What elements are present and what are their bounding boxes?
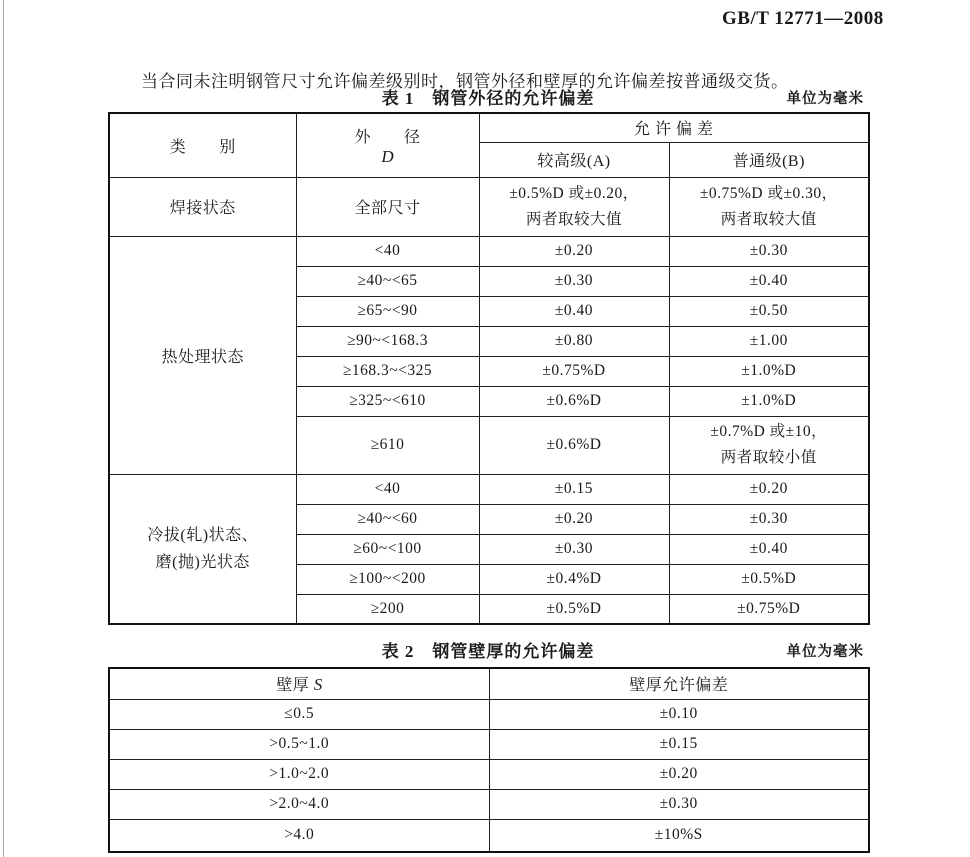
cell-tolerance: ±0.20: [489, 759, 869, 789]
cell-tolerance-a: ±0.80: [479, 326, 669, 356]
cell-tolerance-b: ±0.20: [669, 474, 869, 504]
cell-size-range: ≥100~<200: [296, 564, 479, 594]
table-header-row: [109, 668, 869, 699]
cell-thickness-range: >1.0~2.0: [109, 759, 489, 789]
cell-tolerance-a: ±0.30: [479, 266, 669, 296]
cell-tolerance-b: ±0.5%D: [669, 564, 869, 594]
cell-tolerance-b: ±0.30: [669, 504, 869, 534]
header-outer-diameter: [296, 113, 479, 177]
table-row: [109, 759, 869, 789]
header-grade-b: 普通级(B): [669, 142, 869, 177]
cell-tolerance-a: ±0.20: [479, 236, 669, 266]
cell-size-range: ≥40~<65: [296, 266, 479, 296]
cell-tolerance-a: ±0.30: [479, 534, 669, 564]
header-category: 类 别: [109, 113, 296, 177]
cell-tolerance: ±0.10: [489, 699, 869, 729]
cell-thickness-range: >2.0~4.0: [109, 789, 489, 819]
cell-tolerance-b: ±0.40: [669, 534, 869, 564]
cell-thickness-range: ≤0.5: [109, 699, 489, 729]
cell-tolerance: ±10%S: [489, 819, 869, 852]
cell-tolerance-b: ±0.75%D: [669, 594, 869, 624]
intro-paragraph: 当合同未注明钢管尺寸允许偏差级别时，钢管外径和壁厚的允许偏差按普通级交货。: [141, 72, 789, 91]
cell-tolerance-a: ±0.5%D 或±0.20， 两者取较大值: [479, 177, 669, 236]
cell-size-range: <40: [296, 474, 479, 504]
table-header-row: [109, 113, 869, 142]
cell-tolerance-b: ±0.7%D 或±10， 两者取较小值: [669, 416, 869, 474]
table-row: [109, 699, 869, 729]
cell-size-range: ≥168.3~<325: [296, 356, 479, 386]
table-row: [109, 819, 869, 852]
cell-tolerance-a: ±0.40: [479, 296, 669, 326]
header-od-symbol: D: [381, 146, 394, 166]
header-grade-a: 较高级(A): [479, 142, 669, 177]
cell-category: 热处理状态: [109, 236, 296, 474]
table1-title: 表 1 钢管外径的允许偏差: [381, 89, 595, 108]
cell-tolerance-a: ±0.75%D: [479, 356, 669, 386]
header-tolerance: 允 许 偏 差: [479, 113, 869, 142]
table-row: [109, 177, 869, 236]
cell-category: 冷拔(轧)状态、 磨(抛)光状态: [109, 474, 296, 624]
outer-diameter-tolerance-table: [108, 112, 870, 625]
standard-number: GB/T 12771—2008: [722, 8, 884, 29]
table-row: [109, 789, 869, 819]
wall-thickness-tolerance-table: [108, 667, 870, 853]
table2-caption-row: [108, 637, 868, 662]
table-row: [109, 729, 869, 759]
cell-tolerance-b: ±0.30: [669, 236, 869, 266]
cell-size-range: ≥60~<100: [296, 534, 479, 564]
cell-size-range: ≥610: [296, 416, 479, 474]
cell-tolerance-b: ±0.40: [669, 266, 869, 296]
table-row: [109, 236, 869, 266]
cell-size-range: 全部尺寸: [296, 177, 479, 236]
cell-tolerance-b: ±1.0%D: [669, 386, 869, 416]
cell-tolerance-a: ±0.15: [479, 474, 669, 504]
header-wall-thickness: 壁厚 S: [109, 668, 489, 699]
table1-caption-row: [108, 84, 868, 109]
cell-size-range: <40: [296, 236, 479, 266]
table1-unit-note: 单位为毫米: [786, 91, 864, 107]
cell-tolerance-a: ±0.20: [479, 504, 669, 534]
cell-category: 焊接状态: [109, 177, 296, 236]
table2-title: 表 2 钢管壁厚的允许偏差: [381, 642, 595, 661]
table-row: [109, 474, 869, 504]
cell-size-range: ≥40~<60: [296, 504, 479, 534]
cell-tolerance: ±0.30: [489, 789, 869, 819]
header-wall-tolerance: 壁厚允许偏差: [489, 668, 869, 699]
cell-tolerance-b: ±1.0%D: [669, 356, 869, 386]
table2-unit-note: 单位为毫米: [786, 644, 864, 660]
cell-tolerance: ±0.15: [489, 729, 869, 759]
header-od-label: 外 径: [354, 128, 421, 146]
cell-tolerance-b: ±0.50: [669, 296, 869, 326]
cell-size-range: ≥325~<610: [296, 386, 479, 416]
cell-size-range: ≥200: [296, 594, 479, 624]
cell-tolerance-b: ±0.75%D 或±0.30， 两者取较大值: [669, 177, 869, 236]
cell-size-range: ≥65~<90: [296, 296, 479, 326]
cell-tolerance-b: ±1.00: [669, 326, 869, 356]
cell-thickness-range: >4.0: [109, 819, 489, 852]
cell-tolerance-a: ±0.6%D: [479, 416, 669, 474]
cell-tolerance-a: ±0.6%D: [479, 386, 669, 416]
cell-tolerance-a: ±0.5%D: [479, 594, 669, 624]
cell-thickness-range: >0.5~1.0: [109, 729, 489, 759]
cell-size-range: ≥90~<168.3: [296, 326, 479, 356]
cell-tolerance-a: ±0.4%D: [479, 564, 669, 594]
scan-edge-line: [3, 0, 4, 857]
